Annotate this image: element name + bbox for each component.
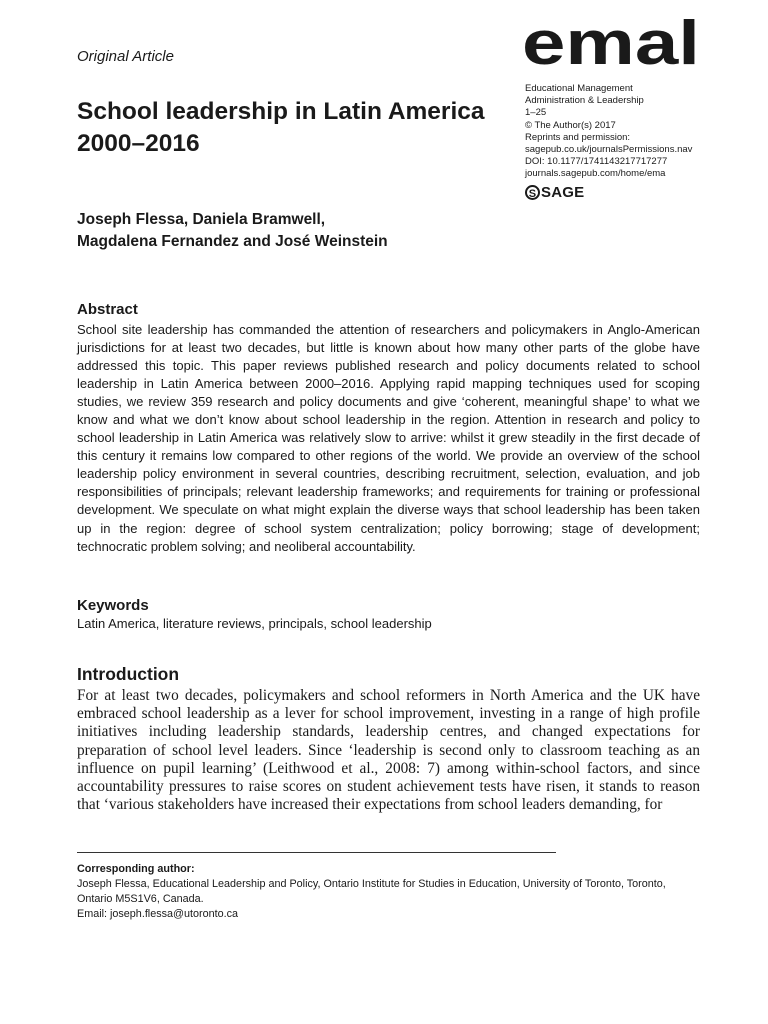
logo-text: emal bbox=[522, 14, 700, 70]
introduction-heading: Introduction bbox=[77, 664, 180, 684]
copyright: © The Author(s) 2017 bbox=[525, 119, 616, 131]
article-title: School leadership in Latin America 2000–2016 bbox=[77, 98, 485, 157]
journal-logo bbox=[522, 14, 702, 70]
author-list bbox=[77, 209, 517, 253]
authors-line2: Magdalena Fernandez and José Weinstein bbox=[77, 233, 388, 250]
corresponding-address: Joseph Flessa, Educational Leadership and Policy, Ontario Institute for Studies in Education, University of Toronto, Toronto, Ontario M5S1V6, Canada. bbox=[77, 878, 666, 905]
page-range: 1–25 bbox=[525, 107, 547, 119]
corresponding-email[interactable]: Email: joseph.flessa@utoronto.ca bbox=[77, 908, 238, 920]
corresponding-heading: Corresponding author: bbox=[77, 863, 195, 875]
journal-name-line2: Administration & Leadership bbox=[525, 95, 644, 107]
article-type-label: Original Article bbox=[77, 48, 174, 65]
corresponding-author bbox=[77, 862, 700, 922]
authors-line1: Joseph Flessa, Daniela Bramwell, bbox=[77, 211, 326, 228]
footnote-divider bbox=[77, 852, 556, 853]
journal-name-line1: Educational Management bbox=[525, 83, 633, 94]
publisher-logo bbox=[525, 184, 584, 201]
reprints-label: Reprints and permission: bbox=[525, 131, 631, 143]
abstract-heading: Abstract bbox=[77, 301, 138, 318]
doi[interactable]: DOI: 10.1177/1741143217717277 bbox=[525, 156, 668, 168]
keywords-list: Latin America, literature reviews, principals, school leadership bbox=[77, 616, 432, 631]
sage-mark-icon: S bbox=[525, 185, 540, 200]
reprints-link[interactable]: sagepub.co.uk/journalsPermissions.nav bbox=[525, 144, 693, 156]
publisher-name: SAGE bbox=[541, 184, 585, 201]
introduction-body: For at least two decades, policymakers and school reformers in North America and the UK have embraced school leadership as a lever for school improvement, investing in a range of high profile initiatives including leadership standards, leadership centres, and changed expectations for preparation of school level leaders. Since ‘leadership is second only to classroom teaching as an influence on pupil learning’ (Leithwood et al., 2008: 7) among within-school factors, and since accountability pressures to raise scores on student achievement tests have risen, it stands to reason that ‘various stakeholders have increased their expectations from school leaders demanding, for bbox=[77, 687, 700, 814]
keywords-heading: Keywords bbox=[77, 597, 149, 614]
abstract-body: School site leadership has commanded the attention of researchers and policymakers in Anglo-American jurisdictions for at least two decades, but little is known about how many other parts of the globe have addressed this topic. This paper reviews published research and policy documents related to school leadership in Latin America between 2000–2016. Applying rapid mapping techniques used for scoping studies, we review 359 research and policy documents and give ‘coherent, meaningful shape’ to what we know and what we don’t know about school leadership in the region. Attention in research and policy to school leadership in Latin America was relatively slow to arrive: whilst it grew steadily in the first decade of this century it remains low compared to other regions of the world. We provide an overview of the school leadership policy environment in several countries, describing recruitment, selection, evaluation, and job responsibilities of principals; relevant leadership frameworks; and requirements for training or professional development. We speculate on what might explain the diverse ways that school leadership has been taken up in the region: degree of school system centralization; policy borrowing; stage of development; technocratic problem solving; and neoliberal accountability. bbox=[77, 322, 700, 554]
journal-link[interactable]: journals.sagepub.com/home/ema bbox=[525, 168, 666, 180]
journal-meta bbox=[525, 83, 725, 181]
